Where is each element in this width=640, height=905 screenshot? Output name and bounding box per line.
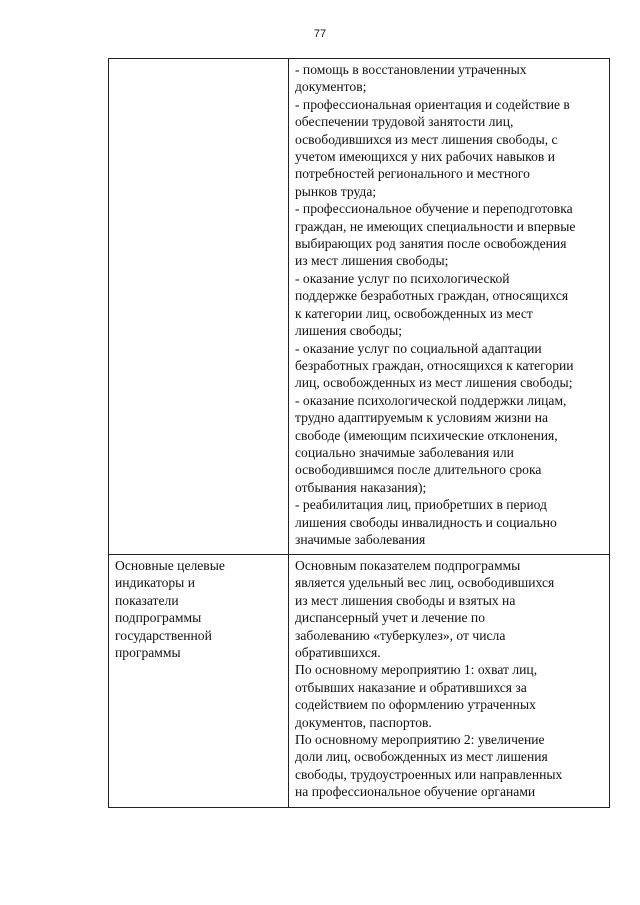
text-line: трудно адаптируемым к условиям жизни на	[295, 410, 549, 426]
text-line: - оказание услуг по социальной адаптации	[295, 340, 542, 356]
text-line: рынков труда;	[295, 183, 377, 199]
text-line: граждан, не имеющих специальности и впервые	[295, 218, 576, 234]
text-line: - помощь в восстановлении утраченных	[295, 62, 527, 77]
indicators-content-cell	[289, 555, 610, 808]
text-line: - реабилитация лиц, приобретших в период	[295, 497, 547, 513]
text-line: на профессиональное обучение органами	[295, 784, 536, 800]
text-line: отбывших наказание и обратившихся за	[295, 679, 527, 695]
heading-line: программы	[115, 645, 181, 661]
table-row	[109, 59, 610, 555]
program-table	[108, 58, 610, 808]
text-line: - оказание услуг по психологической	[295, 270, 510, 286]
text-line: поддержке безработных граждан, относящихся	[295, 288, 569, 304]
text-line: - профессиональная ориентация и содействие в	[295, 96, 570, 112]
text-line: освободившимся после длительного срока	[295, 462, 542, 478]
text-line: По основному мероприятию 1: охват лиц,	[295, 662, 538, 678]
row1-right-cell	[289, 59, 610, 555]
text-line: из мест лишения свободы;	[295, 253, 449, 269]
heading-line: показатели	[115, 592, 179, 608]
text-line: документов;	[295, 79, 367, 95]
text-line: из мест лишения свободы и взятых на	[295, 592, 516, 608]
text-line: лишения свободы инвалидность и социально	[295, 514, 557, 530]
text-line: учетом имеющихся у них рабочих навыков и	[295, 149, 555, 165]
text-line: свободы, трудоустроенных или направленных	[295, 766, 563, 782]
heading-line: подпрограммы	[115, 610, 202, 626]
heading-line: Основные целевые	[115, 558, 225, 573]
text-line: доли лиц, освобожденных из мест лишения	[295, 749, 548, 765]
text-line: потребностей регионального и местного	[295, 166, 530, 182]
text-line: - оказание психологической поддержки лицам,	[295, 392, 567, 408]
text-line: к категории лиц, освобожденных из мест	[295, 305, 533, 321]
indicators-heading-cell	[109, 555, 289, 808]
text-line: свободе (имеющим психические отклонения,	[295, 427, 558, 443]
text-line: документов, паспортов.	[295, 714, 432, 730]
row1-left-cell	[109, 59, 289, 555]
text-line: обеспечении трудовой занятости лиц,	[295, 114, 514, 130]
text-line: - профессиональное обучение и переподготовка	[295, 201, 573, 217]
text-line: значимые заболевания	[295, 531, 426, 547]
text-line: социально значимые заболевания или	[295, 444, 514, 460]
text-line: Основным показателем подпрограммы	[295, 558, 521, 573]
text-line: освободившихся из мест лишения свободы, с	[295, 131, 558, 147]
text-line: выбирающих род занятия после освобождения	[295, 236, 567, 252]
page-number: 77	[313, 28, 327, 40]
heading-line: государственной	[115, 627, 212, 643]
text-line: По основному мероприятию 2: увеличение	[295, 732, 545, 748]
text-line: отбывания наказания);	[295, 479, 427, 495]
heading-line: индикаторы и	[115, 575, 195, 591]
text-line: лишения свободы;	[295, 323, 403, 339]
text-line: диспансерный учет и лечение по	[295, 610, 486, 626]
text-line: заболеванию «туберкулез», от числа	[295, 627, 506, 643]
text-line: безработных граждан, относящихся к категории	[295, 357, 574, 373]
text-line: содействием по оформлению утраченных	[295, 697, 536, 713]
text-line: обратившихся.	[295, 645, 381, 661]
text-line: лиц, освобожденных из мест лишения свободы;	[295, 375, 573, 391]
text-line: является удельный вес лиц, освободившихся	[295, 575, 555, 591]
table-row	[109, 555, 610, 808]
